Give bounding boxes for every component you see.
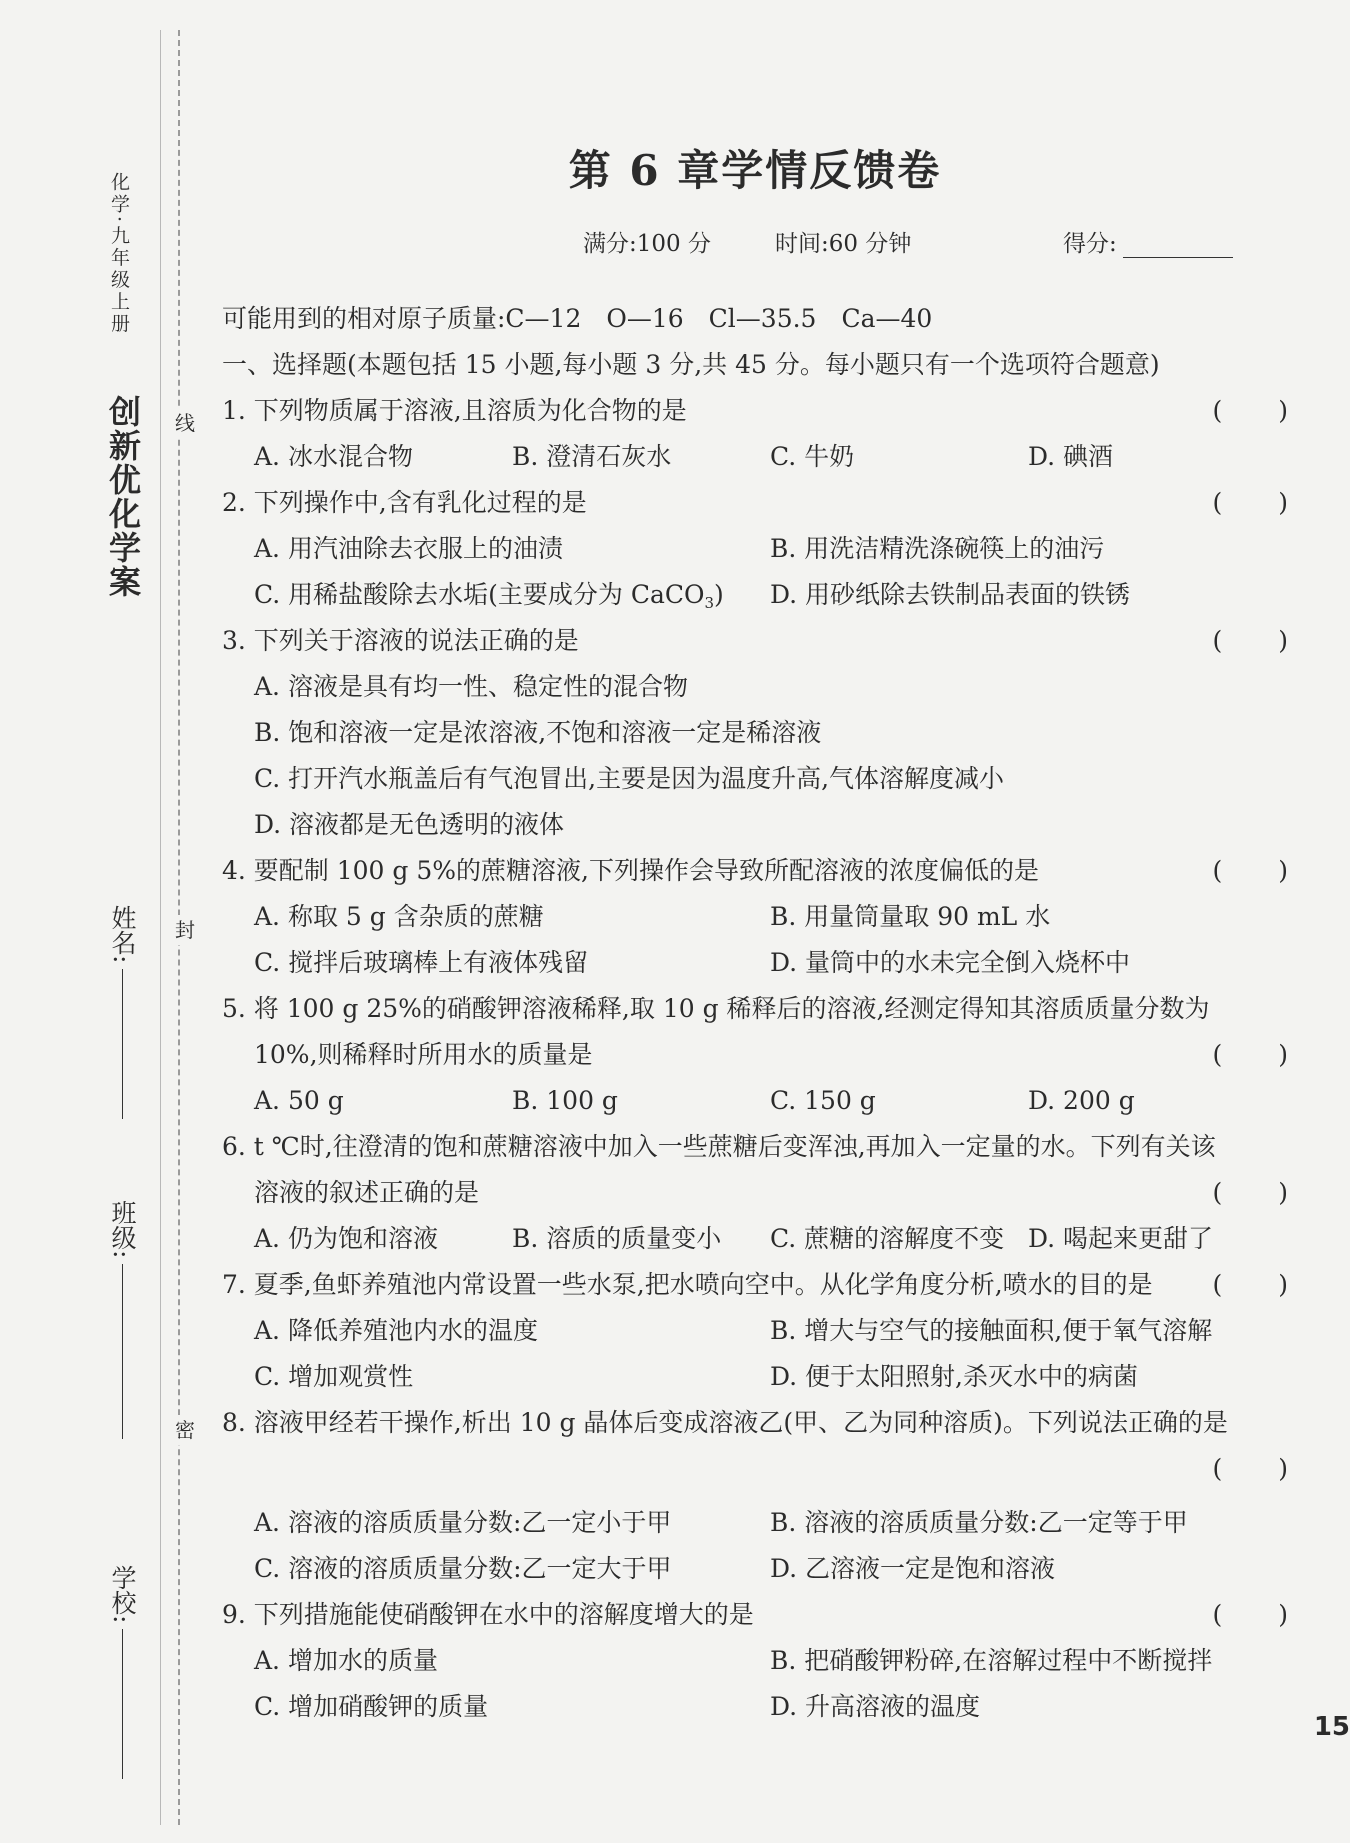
option-b[interactable]: B. 饱和溶液一定是浓溶液,不饱和溶液一定是稀溶液: [254, 718, 822, 747]
question-9-options-row1: [222, 1638, 1290, 1684]
answer-paren[interactable]: ( ): [1212, 1600, 1290, 1629]
answer-paren[interactable]: ( ): [1212, 626, 1290, 655]
option-c[interactable]: C. 搅拌后玻璃棒上有液体残留: [254, 948, 589, 977]
name-label: 姓名:: [108, 905, 137, 964]
school-blank[interactable]: [122, 1629, 123, 1779]
question-2-options-row1: [222, 526, 1290, 572]
question-6-options: [222, 1216, 1290, 1262]
page-title: 第 6 章学情反馈卷: [568, 146, 942, 195]
school-field[interactable]: [104, 1565, 140, 1779]
question-8-options-row1: [222, 1500, 1290, 1546]
question-2-stem: 2. 下列操作中,含有乳化过程的是 ( ): [222, 480, 1290, 526]
option-d[interactable]: D. 溶液都是无色透明的液体: [254, 810, 565, 839]
question-1-stem: 1. 下列物质属于溶液,且溶质为化合物的是 ( ): [222, 388, 1290, 434]
option-a[interactable]: A. 用汽油除去衣服上的油渍: [254, 534, 563, 563]
option-b[interactable]: B. 增大与空气的接触面积,便于氧气溶解: [770, 1316, 1213, 1345]
question-4-options-row1: [222, 894, 1290, 940]
question-8-paren-row: [222, 1446, 1290, 1500]
question-2-options-row2: [222, 572, 1290, 618]
seal-char-seal: 封: [170, 915, 200, 945]
question-8-stem: 8. 溶液甲经若干操作,析出 10 g 晶体后变成溶液乙(甲、乙为同种溶质)。下列说法正确的是: [222, 1408, 1228, 1437]
score-label: 得分:: [1063, 231, 1117, 257]
name-field[interactable]: [104, 905, 140, 1119]
option-c[interactable]: C. 增加观赏性: [254, 1362, 414, 1391]
option-c[interactable]: C. 牛奶: [770, 442, 855, 471]
question-1-options: [222, 434, 1290, 480]
option-c[interactable]: C. 溶液的溶质质量分数:乙一定大于甲: [254, 1554, 672, 1583]
score-field[interactable]: [1063, 225, 1233, 258]
answer-paren[interactable]: ( ): [1212, 1040, 1290, 1069]
question-4-options-row2: [222, 940, 1290, 986]
series-label: 化学·九年级上册: [108, 172, 130, 336]
option-b[interactable]: B. 用量筒量取 90 mL 水: [770, 902, 1051, 931]
question-7-options-row2: [222, 1354, 1290, 1400]
answer-paren[interactable]: ( ): [1212, 488, 1290, 517]
section-heading: 一、选择题(本题包括 15 小题,每小题 3 分,共 45 分。每小题只有一个选项符合题意): [222, 350, 1160, 379]
option-d[interactable]: D. 喝起来更甜了: [1028, 1224, 1214, 1253]
question-6-stem: 6. t ℃时,往澄清的饱和蔗糖溶液中加入一些蔗糖后变浑浊,再加入一定量的水。下列有关该: [222, 1132, 1216, 1161]
option-c[interactable]: C. 打开汽水瓶盖后有气泡冒出,主要是因为温度升高,气体溶解度减小: [254, 764, 1005, 793]
question-6-stem-cont: 溶液的叙述正确的是 ( ): [222, 1170, 1290, 1216]
option-b[interactable]: B. 溶液的溶质质量分数:乙一定等于甲: [770, 1508, 1188, 1537]
option-c[interactable]: C. 增加硝酸钾的质量: [254, 1692, 489, 1721]
option-c[interactable]: C. 用稀盐酸除去水垢(主要成分为 CaCO$_3$): [254, 580, 724, 612]
question-3-stem: 3. 下列关于溶液的说法正确的是 ( ): [222, 618, 1290, 664]
option-b[interactable]: B. 用洗洁精洗涤碗筷上的油污: [770, 534, 1105, 563]
option-b[interactable]: B. 澄清石灰水: [512, 442, 672, 471]
question-8-options-row2: [222, 1546, 1290, 1592]
seal-char-line: 线: [170, 408, 200, 438]
option-a[interactable]: A. 冰水混合物: [254, 442, 413, 471]
option-b[interactable]: B. 把硝酸钾粉碎,在溶解过程中不断搅拌: [770, 1646, 1213, 1675]
option-c[interactable]: C. 蔗糖的溶解度不变: [770, 1224, 1005, 1253]
question-9-stem: 9. 下列措施能使硝酸钾在水中的溶解度增大的是 ( ): [222, 1592, 1290, 1638]
question-4-stem: 4. 要配制 100 g 5%的蔗糖溶液,下列操作会导致所配溶液的浓度偏低的是 ( ): [222, 848, 1290, 894]
binding-border: [160, 30, 161, 1825]
page-number: 15: [1313, 1712, 1350, 1742]
class-field[interactable]: [104, 1200, 140, 1439]
exam-time: 时间:60 分钟: [775, 231, 912, 257]
score-blank[interactable]: [1123, 235, 1233, 258]
option-b[interactable]: B. 100 g: [512, 1086, 618, 1115]
question-7-options-row1: [222, 1308, 1290, 1354]
option-d[interactable]: D. 量筒中的水未完全倒入烧杯中: [770, 948, 1131, 977]
option-a[interactable]: A. 称取 5 g 含杂质的蔗糖: [254, 902, 544, 931]
option-a[interactable]: A. 降低养殖池内水的温度: [254, 1316, 538, 1345]
option-a[interactable]: A. 溶液是具有均一性、稳定性的混合物: [254, 672, 688, 701]
option-d[interactable]: D. 200 g: [1028, 1086, 1135, 1115]
brand-logo: 创新优化学案: [104, 395, 142, 599]
answer-paren[interactable]: ( ): [1212, 856, 1290, 885]
class-label: 班级:: [108, 1200, 137, 1259]
question-9-options-row2: [222, 1684, 1290, 1730]
name-blank[interactable]: [122, 969, 123, 1119]
option-b[interactable]: B. 溶质的质量变小: [512, 1224, 722, 1253]
option-c[interactable]: C. 150 g: [770, 1086, 876, 1115]
option-a[interactable]: A. 50 g: [254, 1086, 344, 1115]
answer-paren[interactable]: ( ): [1212, 396, 1290, 425]
answer-paren[interactable]: ( ): [1212, 1454, 1290, 1483]
answer-paren[interactable]: ( ): [1212, 1270, 1290, 1299]
atomic-masses: 可能用到的相对原子质量:C—12 O—16 Cl—35.5 Ca—40: [222, 304, 933, 333]
question-5-options: [222, 1078, 1290, 1124]
full-score: 满分:100 分: [583, 231, 711, 257]
option-d[interactable]: D. 升高溶液的温度: [770, 1692, 981, 1721]
option-d[interactable]: D. 用砂纸除去铁制品表面的铁锈: [770, 580, 1131, 609]
option-d[interactable]: D. 便于太阳照射,杀灭水中的病菌: [770, 1362, 1138, 1391]
question-area: [222, 296, 1290, 1730]
option-a[interactable]: A. 增加水的质量: [254, 1646, 438, 1675]
question-5-stem: 5. 将 100 g 25%的硝酸钾溶液稀释,取 10 g 稀释后的溶液,经测定得知其溶质质量分数为: [222, 994, 1210, 1023]
class-blank[interactable]: [122, 1264, 123, 1439]
school-label: 学校:: [108, 1565, 137, 1624]
question-5-stem-cont: 10%,则稀释时所用水的质量是 ( ): [222, 1032, 1290, 1078]
option-d[interactable]: D. 乙溶液一定是饱和溶液: [770, 1554, 1056, 1583]
question-7-stem: 7. 夏季,鱼虾养殖池内常设置一些水泵,把水喷向空中。从化学角度分析,喷水的目的是 ( ): [222, 1262, 1290, 1308]
option-a[interactable]: A. 溶液的溶质质量分数:乙一定小于甲: [254, 1508, 672, 1537]
option-d[interactable]: D. 碘酒: [1028, 442, 1114, 471]
option-a[interactable]: A. 仍为饱和溶液: [254, 1224, 438, 1253]
answer-paren[interactable]: ( ): [1212, 1178, 1290, 1207]
seal-char-secret: 密: [170, 1415, 200, 1445]
